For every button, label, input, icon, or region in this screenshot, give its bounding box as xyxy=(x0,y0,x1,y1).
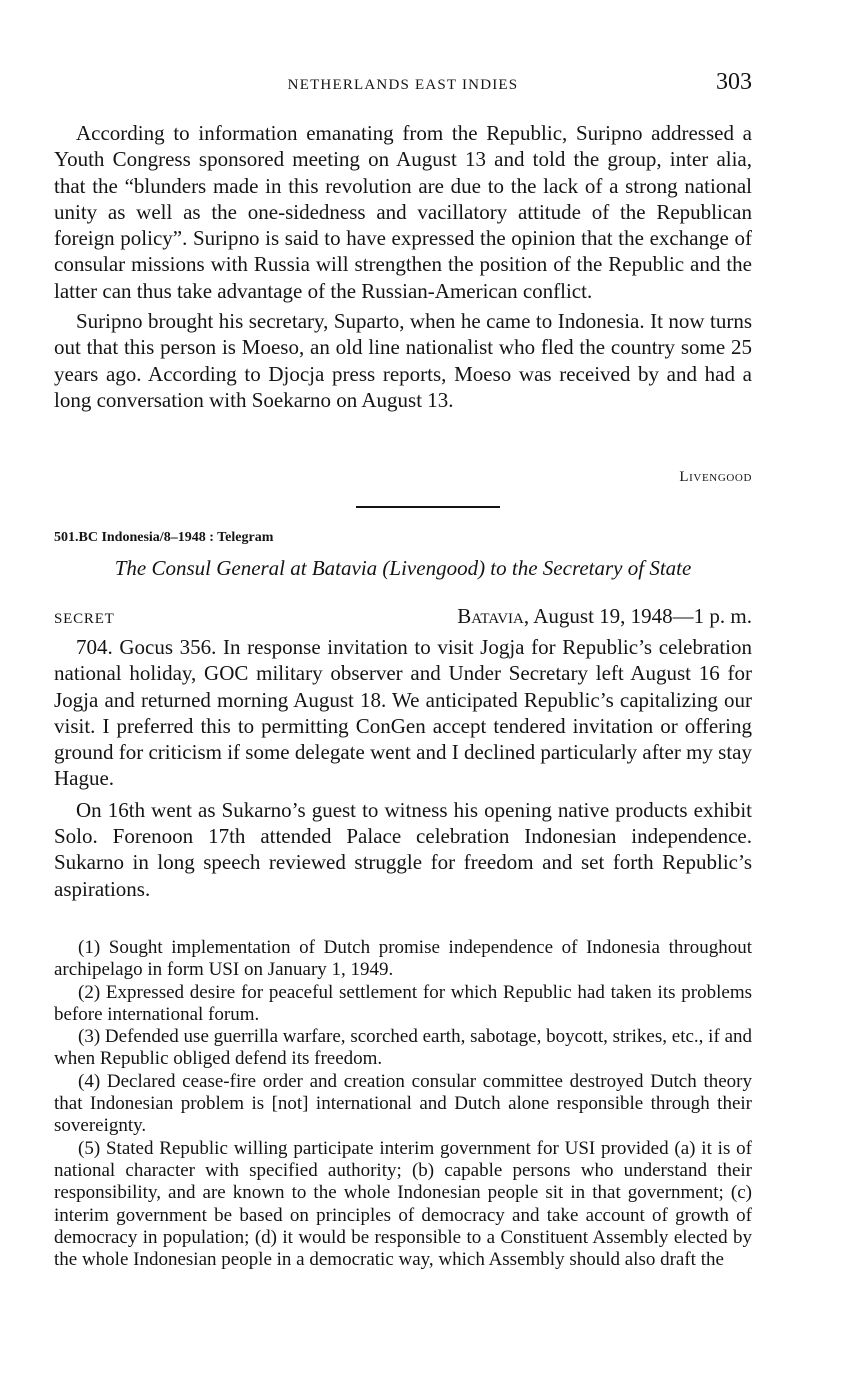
body-paragraph: According to information emanating from the Republic, Suripno addressed a Youth Congress sponsored meeting on August 13 and told the group, inter alia, that the “blunders made in this revolution are due to the lack of a strong national unity as well as the one-sidedness and vacillatory attitude of the Republican foreign policy”. Suripno is said to have expressed the opinion that the exchange of consular missions with Russia will strengthen the position of the Republic and the latter can thus take advantage of the Russian-American conflict. xyxy=(54,121,752,303)
dateline-city: Batavia xyxy=(457,604,524,628)
file-reference: 501.BC Indonesia/8–1948 : Telegram xyxy=(54,530,274,545)
preceding-document-body xyxy=(54,120,752,413)
list-item: (5) Stated Republic willing participate interim government for USI provided (a) it is of national character with specified authority; (b) capable persons who understand their responsibility, and are known to the whole Indonesian people sit in that government; (c) interim government be based on principles of democracy and take account of growth of democracy in population; (d) it would be responsible to a Constituent Assembly elected by the whole Indonesian people in a democratic way, which Assembly should also draft the xyxy=(54,1137,752,1271)
body-paragraph: Suripno brought his secretary, Suparto, when he came to Indonesia. It now turns out that this person is Moeso, an old line nationalist who fled the country some 25 years ago. According to Djocja press reports, Moeso was received by and had a long conversation with Soekarno on August 13. xyxy=(54,309,752,412)
list-item: (3) Defended use guerrilla warfare, scorched earth, sabotage, boycott, strikes, etc., if and when Republic obliged defend its freedom. xyxy=(54,1026,752,1070)
body-paragraph: On 16th went as Sukarno’s guest to witness his opening native products exhibit Solo. Forenoon 17th attended Palace celebration Indonesian independence. Sukarno in long speech reviewed struggle for freedom and set forth Republic’s aspirations. xyxy=(54,797,752,901)
signature: Livengood xyxy=(679,469,752,485)
document-title: The Consul General at Batavia (Livengood) to the Secretary of State xyxy=(114,556,692,580)
page-header xyxy=(54,68,752,102)
dateline-date: , August 19, 1948—1 p. m. xyxy=(523,604,752,628)
classification: SECRET xyxy=(54,611,115,627)
body-paragraph: 704. Gocus 356. In response invitation to visit Jogja for Republic’s celebration national holiday, GOC military observer and Under Secretary left August 16 for Jogja and returned morning August 18. We anticipated Republic’s capitalizing our visit. I preferred this to permitting ConGen accept tendered invitation or offering ground for criticism if some delegate went and I declined particularly after my stay Hague. xyxy=(54,635,752,791)
telegram-body xyxy=(54,634,752,902)
page-number: 303 xyxy=(716,69,752,95)
running-head: NETHERLANDS EAST INDIES xyxy=(287,77,519,93)
section-divider xyxy=(356,506,500,508)
list-item: (2) Expressed desire for peaceful settlement for which Republic had taken its problems before international forum. xyxy=(54,981,752,1025)
dateline xyxy=(457,604,752,629)
list-item: (4) Declared cease-fire order and creation consular committee destroyed Dutch theory that Indonesian problem is [not] international and Dutch alone responsible through their sovereignty. xyxy=(54,1070,752,1137)
list-item: (1) Sought implementation of Dutch promise independence of Indonesia throughout archipelago in form USI on January 1, 1949. xyxy=(54,937,752,981)
speech-points-list xyxy=(54,937,752,1271)
